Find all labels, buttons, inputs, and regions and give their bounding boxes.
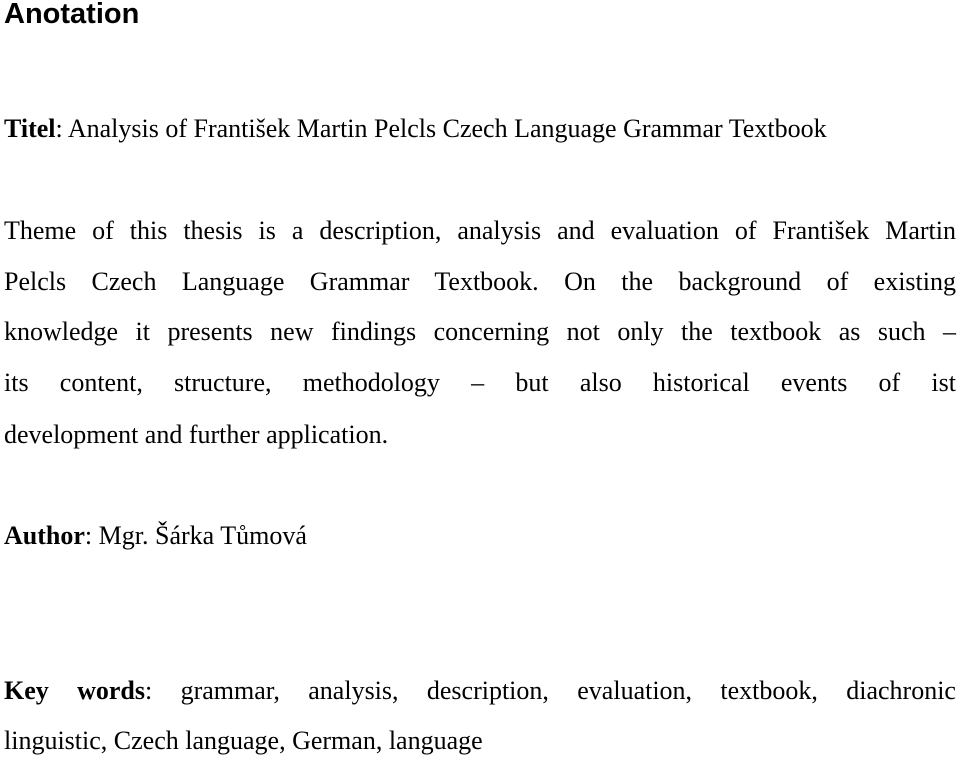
author-separator: : xyxy=(84,521,93,550)
abstract-line-5: development and further application. xyxy=(4,420,389,449)
author-label: Author xyxy=(4,521,85,550)
keywords-separator: : xyxy=(145,676,153,705)
keywords-line-1 xyxy=(4,676,956,706)
title-value: Analysis of František Martin Pelcls Czech Language Grammar Textbook xyxy=(62,114,827,143)
title-separator: : xyxy=(55,114,63,143)
abstract-line-4: its content, structure, methodology – but also historical events of ist xyxy=(4,368,956,397)
abstract-line-2: Pelcls Czech Language Grammar Textbook. On the background of existing xyxy=(4,267,956,296)
author-value: Mgr. Šárka Tůmová xyxy=(92,521,307,550)
keywords-value-1: grammar, analysis, description, evaluation, textbook, diachronic xyxy=(152,676,956,705)
page-heading: Anotation xyxy=(4,0,140,30)
keywords-label: Key words xyxy=(4,676,146,705)
title-label: Titel xyxy=(4,114,56,143)
abstract-line-1: Theme of this thesis is a description, analysis and evaluation of František Martin xyxy=(4,216,956,245)
author-line xyxy=(4,521,956,551)
keywords-line-2: linguistic, Czech language, German, language xyxy=(4,726,483,755)
title-line xyxy=(4,114,956,144)
abstract-line-3: knowledge it presents new findings concerning not only the textbook as such – xyxy=(4,317,956,346)
